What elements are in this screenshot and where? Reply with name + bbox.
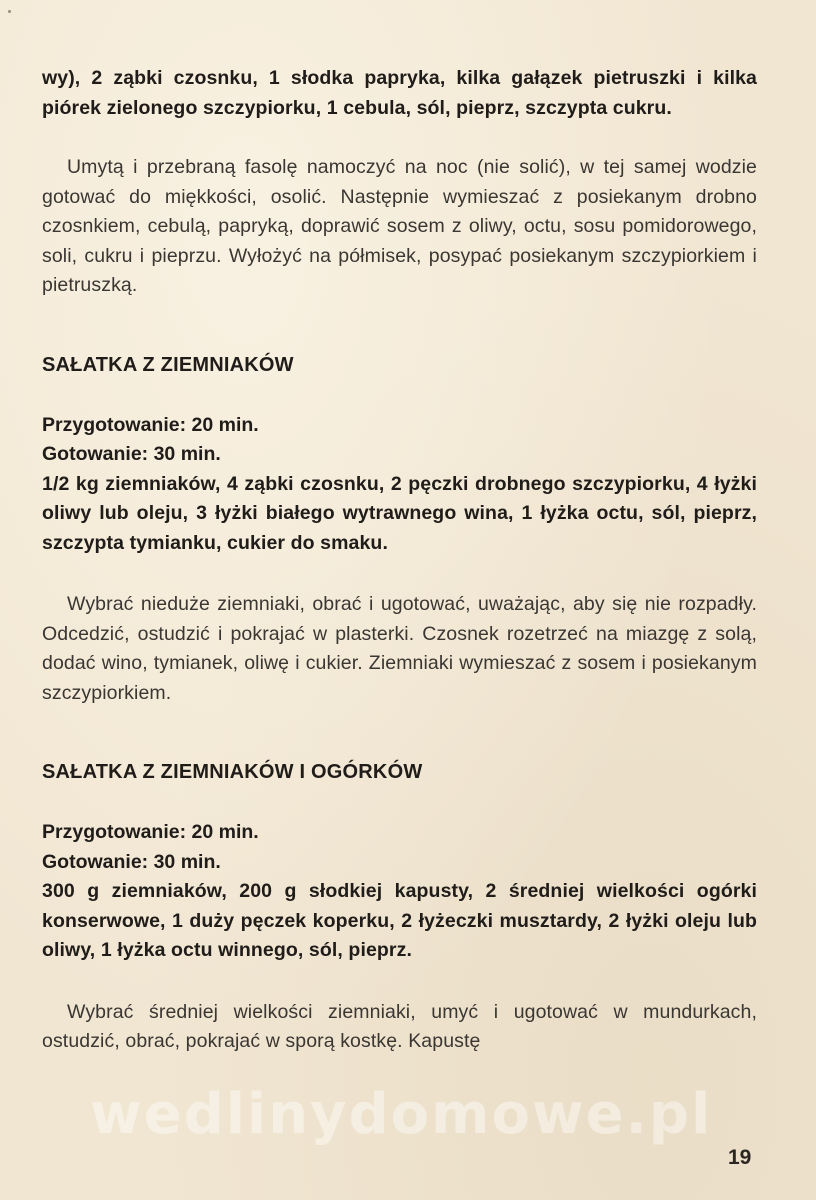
intro-ingredients: wy), 2 ząbki czosnku, 1 słodka papryka, kilka gałązek pietruszki i kilka piórek zielonego szczypiorku, 1 cebula, sól, pieprz, szczypta cukru. <box>42 67 757 119</box>
recipe-ingredients: 1/2 kg ziemniaków, 4 ząbki czosnku, 2 pęczki drobnego szczypiorku, 4 łyżki oliwy lub oleju, 3 łyżki białego wytrawnego wina, 1 łyżka octu, sól, pieprz, szczypta tymianku, cukier do smaku. <box>42 472 757 554</box>
recipe-prep-time: Przygotowanie: 20 min. <box>42 413 259 436</box>
watermark-text: wedlinydomowe.pl <box>90 1082 713 1147</box>
recipe-title-potato-salad: SAŁATKA Z ZIEMNIAKÓW <box>42 353 294 376</box>
paper-speck <box>8 10 11 13</box>
recipe-cook-time: Gotowanie: 30 min. <box>42 443 221 465</box>
page-number: 19 <box>728 1146 752 1169</box>
recipe-prep-time: Przygotowanie: 20 min. <box>42 821 259 843</box>
recipe-title-potato-cucumber-salad: SAŁATKA Z ZIEMNIAKÓW I OGÓRKÓW <box>42 761 423 783</box>
recipe-cook-time: Gotowanie: 30 min. <box>42 850 221 873</box>
intro-instructions: Umytą i przebraną fasolę namoczyć na noc (nie solić), w tej samej wodzie gotować do miękkości, osolić. Następnie wymieszać z posiekanym drobno czosnkiem, cebulą, papryką, doprawić sosem z oliwy, octu, sosu pomidorowego, soli, cukru i pieprzu. Wyłożyć na półmisek, posypać posiekanym szczypiorkiem i pietruszką. <box>42 156 757 296</box>
book-page-content <box>42 64 757 1057</box>
recipe-instructions: Wybrać średniej wielkości ziemniaki, umyć i ugotować w mundurkach, ostudzić, obrać, pokrajać w sporą kostkę. Kapustę <box>42 1000 757 1052</box>
recipe-ingredients: 300 g ziemniaków, 200 g słodkiej kapusty, 2 średniej wielkości ogórki konserwowe, 1 duży pęczek koperku, 2 łyżeczki musztardy, 2 łyżki oleju lub oliwy, 1 łyżka octu winnego, sól, pieprz. <box>42 880 757 961</box>
recipe-instructions: Wybrać nieduże ziemniaki, obrać i ugotować, uważając, aby się nie rozpadły. Odcedzić, ostudzić i pokrajać w plasterki. Czosnek rozetrzeć na miazgę z solą, dodać wino, tymianek, oliwę i cukier. Ziemniaki wymieszać z sosem i posiekanym szczypiorkiem. <box>42 593 757 704</box>
